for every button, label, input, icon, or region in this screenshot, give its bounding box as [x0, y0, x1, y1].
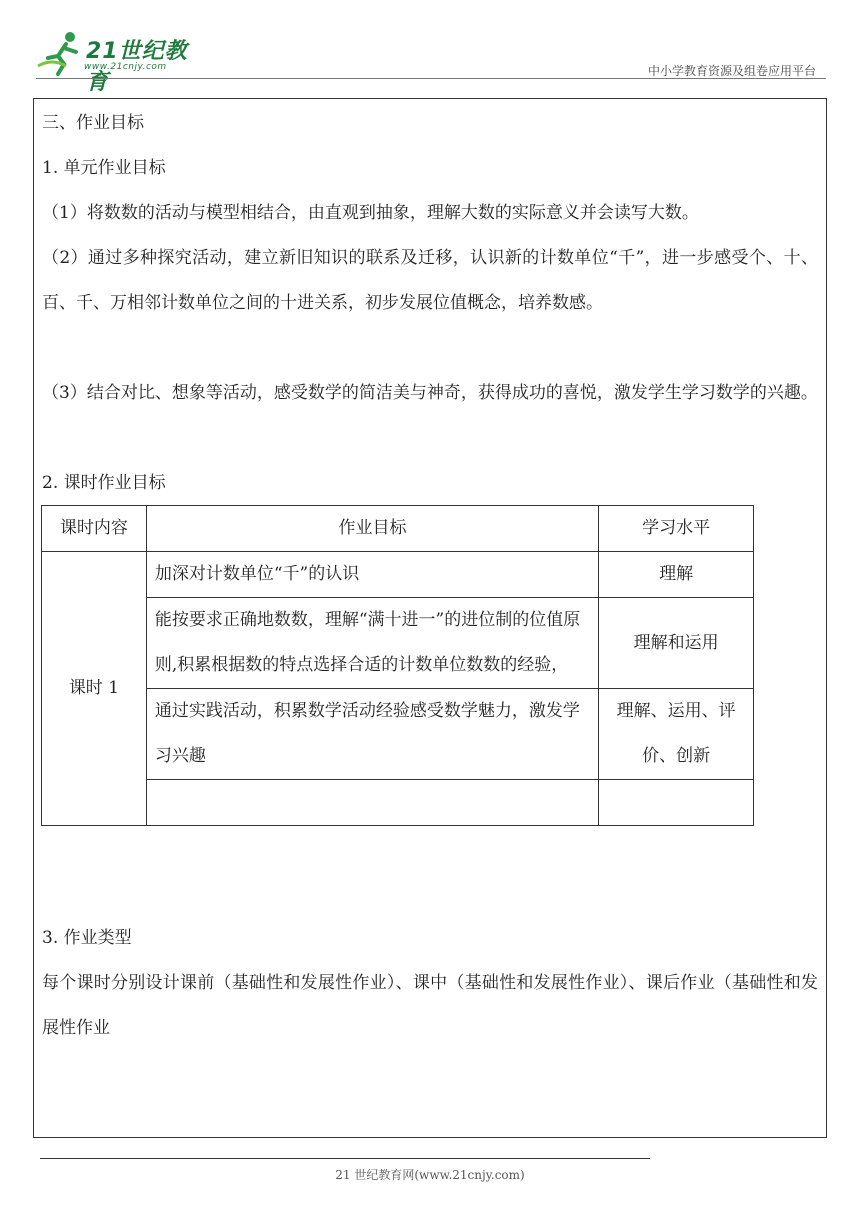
unit-goal-2: （2）通过多种探究活动，建立新旧知识的联系及迁移，认识新的计数单位“千”，进一步感受个、十、百、千、万相邻计数单位之间的十进关系，初步发展位值概念，培养数感。: [42, 248, 818, 313]
goal-cell: [146, 780, 598, 826]
runner-icon: [36, 28, 86, 78]
unit-goal-3: （3）结合对比、想象等活动，感受数学的简洁美与神奇，获得成功的喜悦，激发学生学习数学的兴趣。: [42, 383, 818, 403]
logo-text: 21世纪教育: [86, 39, 188, 95]
header-cell: 学习水平: [599, 506, 754, 552]
page-header: [36, 28, 826, 95]
content-frame: [33, 98, 827, 1138]
level-cell: 理解、运用、评价、创新: [599, 689, 754, 780]
level-cell: 理解: [599, 552, 754, 598]
homework-type-text: 每个课时分别设计课前（基础性和发展性作业）、课中（基础性和发展性作业）、课后作业（基础性和发展性作业: [42, 973, 818, 1038]
footer-divider: [40, 1158, 650, 1159]
homework-type-heading: 3. 作业类型: [42, 928, 132, 948]
header-cell: 课时内容: [42, 506, 147, 552]
goal-cell: 能按要求正确地数数，理解“满十进一”的进位制的位值原则,积累根据数的特点选择合适的计数单位数数的经验，: [146, 598, 598, 689]
header-divider: [36, 78, 826, 79]
header-cell: 作业目标: [146, 506, 598, 552]
table-header-row: [42, 506, 754, 552]
table-row: [42, 689, 754, 780]
goal-cell: 加深对计数单位“千”的认识: [146, 552, 598, 598]
lesson-cell: 课时 1: [42, 552, 147, 826]
page-footer: 21 世纪教育网(www.21cnjy.com): [335, 1168, 525, 1182]
level-cell: [599, 780, 754, 826]
goal-cell: 通过实践活动，积累数学活动经验感受数学魅力，激发学习兴趣: [146, 689, 598, 780]
unit-goal-1: （1）将数数的活动与模型相结合，由直观到抽象，理解大数的实际意义并会读写大数。: [42, 203, 699, 223]
lesson-goals-heading: 2. 课时作业目标: [42, 473, 166, 493]
logo-url: www.21cnjy.com: [84, 62, 167, 72]
table-row: [42, 598, 754, 689]
platform-label: 中小学教育资源及组卷应用平台: [647, 64, 816, 78]
unit-goals-heading: 1. 单元作业目标: [42, 158, 166, 178]
table-row: [42, 780, 754, 826]
level-cell: 理解和运用: [599, 598, 754, 689]
lesson-goals-table: [41, 505, 754, 826]
logo: [36, 28, 206, 95]
table-row: [42, 552, 754, 598]
section-heading: 三、作业目标: [42, 113, 144, 133]
